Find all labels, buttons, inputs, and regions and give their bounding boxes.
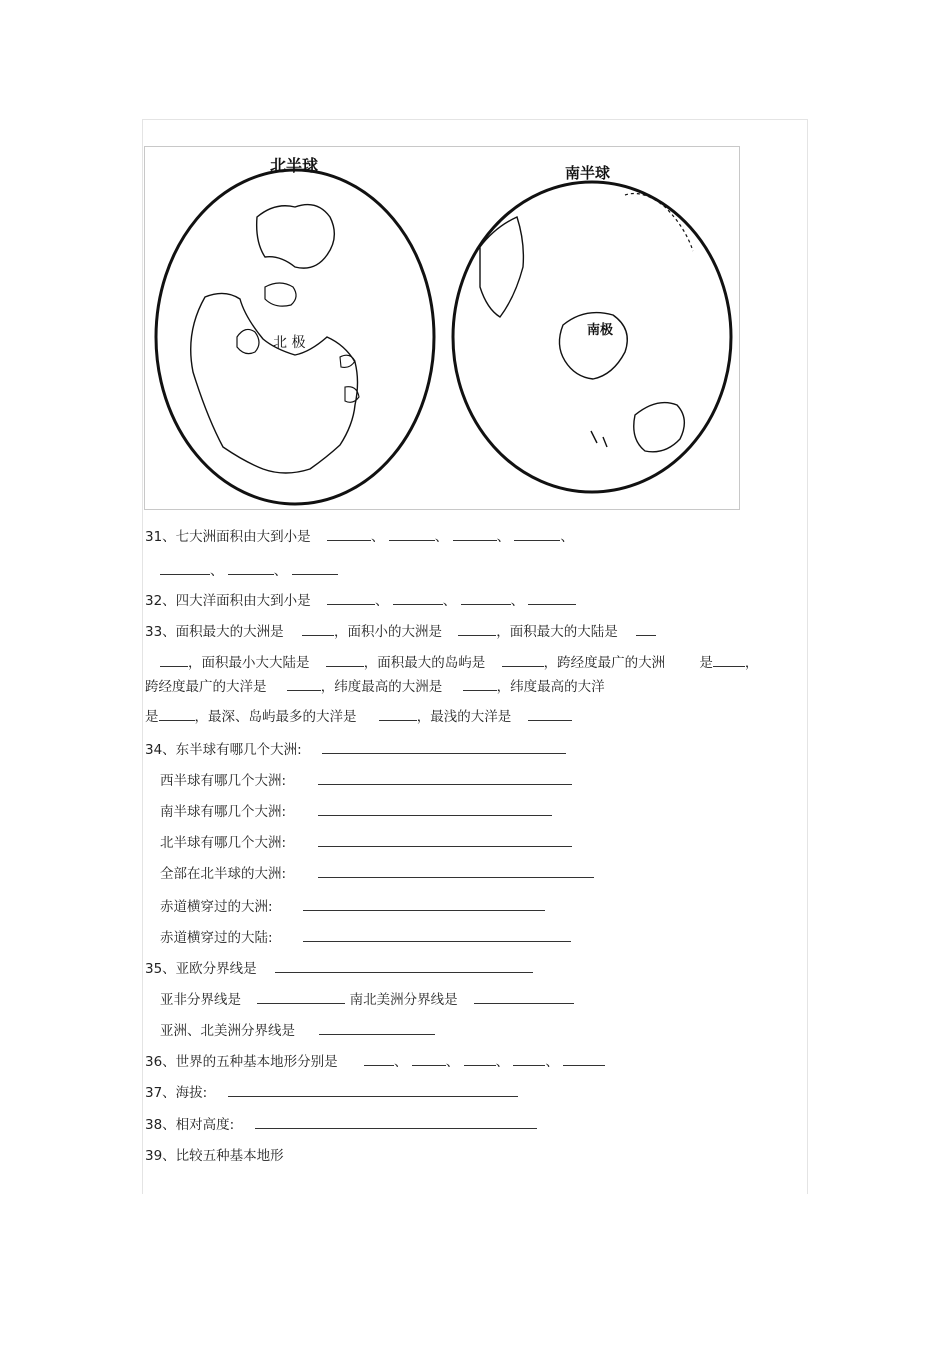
answer-blank[interactable] (275, 960, 533, 973)
north-island-outline (237, 329, 259, 353)
answer-blank[interactable] (513, 1053, 545, 1066)
answer-blank[interactable] (287, 678, 321, 691)
answer-blank[interactable] (393, 592, 443, 605)
answer-blank[interactable] (326, 654, 364, 667)
answer-blank[interactable] (636, 623, 656, 636)
question-36: 36、世界的五种基本地形分别是 、 、 、 、 (145, 1053, 605, 1071)
north-island-outline-3 (340, 355, 355, 367)
answer-blank[interactable] (412, 1053, 446, 1066)
question-34-north: 北半球有哪几个大洲: (160, 834, 572, 852)
answer-blank[interactable] (327, 592, 375, 605)
answer-blank[interactable] (302, 623, 334, 636)
answer-blank[interactable] (461, 592, 511, 605)
question-32: 32、四大洋面积由大到小是 、 、 、 (145, 592, 576, 610)
north-landmass-outline (191, 293, 358, 473)
answer-blank[interactable] (364, 1053, 394, 1066)
question-34-south: 南半球有哪几个大洲: (160, 803, 552, 821)
hemisphere-map-figure (144, 146, 740, 510)
question-34-east: 34、东半球有哪几个大洲: (145, 741, 566, 759)
answer-blank[interactable] (327, 528, 371, 541)
hemisphere-map-graphic (145, 147, 741, 511)
answer-blank[interactable] (318, 772, 572, 785)
question-35: 35、亚欧分界线是 (145, 960, 533, 978)
north-island-outline-2 (265, 283, 296, 306)
question-35-line-2: 亚非分界线是 南北美洲分界线是 (160, 991, 574, 1009)
answer-blank[interactable] (458, 623, 496, 636)
south-landmass-outline (480, 217, 523, 317)
answer-blank[interactable] (563, 1053, 605, 1066)
answer-blank[interactable] (528, 592, 576, 605)
south-landmass-outline-2 (634, 403, 685, 452)
question-33-line-4: 是 ，最深、岛屿最多的大洋是 ，最浅的大洋是 (145, 708, 572, 726)
question-33-line-2: ，面积最小大大陆是 ，面积最大的岛屿是 ，跨经度最广的大洲 是 ， (160, 654, 758, 672)
page-frame-right (807, 119, 808, 1194)
answer-blank[interactable] (379, 708, 417, 721)
answer-blank[interactable] (303, 898, 545, 911)
question-33-line-3: 跨经度最广的大洋是 ，纬度最高的大洲是 ，纬度最高的大洋 (145, 679, 605, 695)
answer-blank[interactable] (160, 654, 188, 667)
question-34-equator-landmass: 赤道横穿过的大陆: (160, 929, 571, 947)
answer-blank[interactable] (257, 991, 345, 1004)
question-38: 38、相对高度: (145, 1116, 537, 1134)
answer-blank[interactable] (514, 528, 560, 541)
answer-blank[interactable] (322, 741, 566, 754)
north-landmass-outline-2 (257, 205, 335, 269)
page-frame-top (142, 119, 808, 120)
question-32-text: 32、四大洋面积由大到小是 (145, 593, 311, 609)
answer-blank[interactable] (228, 1084, 518, 1097)
question-31: 31、七大洲面积由大到小是 、 、 、 、 (145, 529, 574, 545)
question-31-continued: 、 、 (160, 562, 338, 580)
north-pole-label: 北 极 (273, 335, 306, 351)
answer-blank[interactable] (389, 528, 435, 541)
south-coast-dashed (625, 194, 693, 252)
answer-blank[interactable] (318, 865, 594, 878)
south-hemisphere-title: 南半球 (565, 164, 611, 182)
answer-blank[interactable] (318, 834, 572, 847)
question-39: 39、比较五种基本地形 (145, 1148, 284, 1164)
north-hemisphere-title: 北半球 (270, 156, 319, 175)
question-33: 33、面积最大的大洲是 ，面积小的大洲是 ，面积最大的大陆是 (145, 623, 656, 641)
answer-blank[interactable] (228, 562, 274, 575)
question-34-west: 西半球有哪几个大洲: (160, 772, 572, 790)
answer-blank[interactable] (453, 528, 497, 541)
south-islands (591, 431, 607, 447)
question-35-line-3: 亚洲、北美洲分界线是 (160, 1022, 435, 1040)
answer-blank[interactable] (713, 654, 745, 667)
question-34-equator-continents: 赤道横穿过的大洲: (160, 898, 545, 916)
answer-blank[interactable] (303, 929, 571, 942)
answer-blank[interactable] (502, 654, 544, 667)
south-pole-label: 南极 (587, 323, 614, 338)
question-34-all-north: 全部在北半球的大洲: (160, 865, 594, 883)
page-frame-left (142, 119, 143, 1194)
answer-blank[interactable] (319, 1022, 435, 1035)
question-31-text: 31、七大洲面积由大到小是 (145, 529, 311, 545)
answer-blank[interactable] (474, 991, 574, 1004)
answer-blank[interactable] (464, 1053, 496, 1066)
question-37: 37、海拔: (145, 1084, 518, 1102)
answer-blank[interactable] (528, 708, 572, 721)
answer-blank[interactable] (463, 678, 497, 691)
answer-blank[interactable] (255, 1116, 537, 1129)
answer-blank[interactable] (318, 803, 552, 816)
answer-blank[interactable] (160, 562, 210, 575)
answer-blank[interactable] (159, 708, 195, 721)
answer-blank[interactable] (292, 562, 338, 575)
